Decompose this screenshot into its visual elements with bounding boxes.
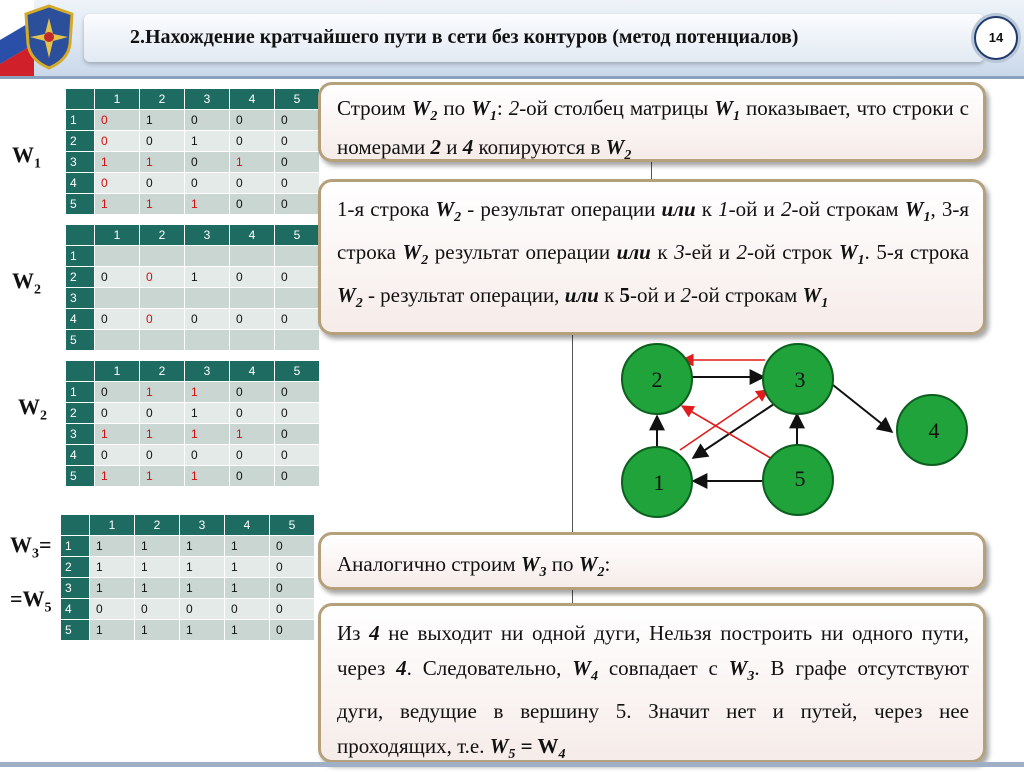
column-header: 2 <box>140 89 185 110</box>
matrix-cell <box>230 330 275 351</box>
matrix-cell: 0 <box>95 309 140 330</box>
matrix-cell: 1 <box>135 620 180 641</box>
matrix-cell: 1 <box>140 110 185 131</box>
matrix-cell: 1 <box>135 536 180 557</box>
explanation-box-4 <box>318 603 986 763</box>
matrix-cell: 1 <box>90 536 135 557</box>
column-header: 2 <box>140 361 185 382</box>
matrix-corner <box>66 225 95 246</box>
text-segment: 3 <box>674 240 685 265</box>
matrix-row <box>61 578 315 599</box>
matrix-cell <box>140 288 185 309</box>
matrix-cell: 0 <box>140 309 185 330</box>
matrix-row <box>66 131 320 152</box>
text-segment: 2 <box>680 283 692 308</box>
text-segment: 2 <box>430 109 438 125</box>
matrix-cell: 0 <box>90 599 135 620</box>
text-segment: 5 <box>508 747 516 763</box>
matrix-cell: 0 <box>275 424 320 445</box>
column-header: 2 <box>135 515 180 536</box>
text-segment: W <box>578 552 598 576</box>
text-segment: -ой строкам <box>691 283 803 308</box>
matrix-cell: 0 <box>270 536 315 557</box>
matrix-cell <box>95 288 140 309</box>
text-segment: 3 <box>539 565 547 581</box>
text-segment: 4 <box>369 621 380 645</box>
matrix-row <box>66 330 320 351</box>
edge-3-1 <box>693 404 774 458</box>
text-segment: к <box>695 197 719 221</box>
matrix-row <box>66 194 320 215</box>
text-segment: 4 <box>558 747 566 763</box>
column-header: 3 <box>185 89 230 110</box>
matrix-cell: 1 <box>230 424 275 445</box>
matrix-cell: 1 <box>225 620 270 641</box>
matrix-row <box>61 599 315 620</box>
text-segment: совпадает с <box>597 656 729 680</box>
matrix-cell <box>185 246 230 267</box>
text-segment: - результат операции <box>461 197 662 221</box>
text-segment: по <box>437 96 472 120</box>
matrix-cell: 1 <box>180 557 225 578</box>
edge-1-3-red <box>680 390 768 450</box>
matrix-cell <box>275 330 320 351</box>
text-segment: 2 <box>624 148 632 164</box>
text-segment: W <box>471 96 490 120</box>
matrix-cell: 0 <box>275 382 320 403</box>
node-1 <box>622 447 692 517</box>
matrix-cell: 0 <box>230 309 275 330</box>
matrix-cell: 1 <box>185 403 230 424</box>
text-segment: 1-я строка <box>337 197 436 221</box>
matrix-cell: 0 <box>185 445 230 466</box>
row-header: 2 <box>66 131 95 152</box>
matrix-cell: 1 <box>180 578 225 599</box>
text-segment: или <box>564 283 599 308</box>
matrix-cell: 0 <box>95 445 140 466</box>
row-header: 1 <box>66 246 95 267</box>
text-segment: W <box>904 197 924 221</box>
text-segment: или <box>661 197 696 221</box>
matrix-cell: 0 <box>275 403 320 424</box>
row-header: 3 <box>66 152 95 173</box>
matrix-cell: 0 <box>225 599 270 620</box>
matrix-cell: 0 <box>185 110 230 131</box>
text-segment: результат операции <box>428 240 617 265</box>
connector-line <box>572 590 573 604</box>
matrix-row <box>61 620 315 641</box>
matrix-cell: 1 <box>95 424 140 445</box>
column-header: 4 <box>230 225 275 246</box>
text-segment: копируются в <box>473 135 606 160</box>
row-header: 3 <box>61 578 90 599</box>
row-header: 5 <box>66 194 95 215</box>
matrix-cell: 0 <box>275 173 320 194</box>
matrix-cell: 0 <box>230 267 275 288</box>
matrix-cell: 0 <box>275 309 320 330</box>
academy-emblem-icon <box>22 4 76 70</box>
matrix-cell: 0 <box>275 110 320 131</box>
matrix-cell: 1 <box>230 152 275 173</box>
matrix-cell <box>275 246 320 267</box>
node-5 <box>763 445 833 515</box>
matrix-cell: 0 <box>180 599 225 620</box>
column-header: 3 <box>185 225 230 246</box>
label-w2-partial: $W_2$ <box>12 268 41 298</box>
matrix-cell: 1 <box>185 267 230 288</box>
matrix-cell: 0 <box>230 403 275 424</box>
matrix-cell: 0 <box>95 403 140 424</box>
matrix-cell: 1 <box>90 557 135 578</box>
column-header: 5 <box>275 225 320 246</box>
matrix-cell: 1 <box>140 424 185 445</box>
matrix-w2 <box>65 360 320 487</box>
text-segment: 2 <box>736 240 748 265</box>
row-header: 1 <box>61 536 90 557</box>
text-segment: W <box>402 240 422 265</box>
matrix-cell <box>95 246 140 267</box>
matrix-cell: 0 <box>95 173 140 194</box>
matrix-corner <box>66 89 95 110</box>
slide-title: 2.Нахождение кратчайшего пути в сети без контуров (метод потенциалов) <box>130 26 799 48</box>
matrix-cell: 1 <box>140 382 185 403</box>
matrix-row <box>66 382 320 403</box>
matrix-row <box>66 466 320 487</box>
matrix-cell: 0 <box>270 578 315 599</box>
matrix-cell: 0 <box>275 267 320 288</box>
matrix-cell: 1 <box>90 578 135 599</box>
text-segment: = W <box>515 734 559 759</box>
text-segment: 2 <box>430 135 442 160</box>
matrix-cell: 1 <box>225 557 270 578</box>
matrix-cell <box>95 330 140 351</box>
text-segment: к <box>650 240 675 265</box>
label-w3: $W_3=$ <box>10 532 52 562</box>
matrix-cell <box>275 288 320 309</box>
column-header: 4 <box>230 89 275 110</box>
matrix-cell: 1 <box>185 382 230 403</box>
matrix-cell: 0 <box>140 131 185 152</box>
row-header: 3 <box>66 424 95 445</box>
column-header: 5 <box>275 89 320 110</box>
label-w1: $W_1$ <box>12 142 41 172</box>
connector-line <box>572 334 573 532</box>
text-segment: : <box>604 552 611 576</box>
matrix-cell: 1 <box>180 620 225 641</box>
text-segment: к <box>598 283 620 308</box>
label-w5: $=W_5$ <box>10 586 52 616</box>
text-segment: 4 <box>590 669 598 685</box>
text-segment: W <box>337 283 356 308</box>
matrix-cell: 1 <box>140 152 185 173</box>
row-header: 1 <box>66 110 95 131</box>
column-header: 1 <box>95 225 140 246</box>
row-header: 2 <box>66 403 95 424</box>
text-segment: не выходит ни одной дуги, Нельзя построить ни одного пути, через <box>337 621 969 680</box>
row-header: 2 <box>61 557 90 578</box>
footer-line <box>0 762 1024 767</box>
text-segment: -ей и <box>684 240 737 265</box>
matrix-cell: 0 <box>230 445 275 466</box>
matrix-cell: 1 <box>95 466 140 487</box>
matrix-cell: 0 <box>230 382 275 403</box>
matrix-cell <box>230 288 275 309</box>
text-segment: 1 <box>489 109 497 125</box>
text-segment: 2 <box>508 96 520 120</box>
text-segment: W <box>572 656 591 680</box>
matrix-cell: 1 <box>185 194 230 215</box>
text-segment: Аналогично строим <box>337 552 521 576</box>
node-3 <box>763 344 833 414</box>
matrix-cell: 0 <box>230 110 275 131</box>
text-segment: - результат операции, <box>362 283 565 308</box>
matrix-row <box>61 536 315 557</box>
matrix-cell: 1 <box>95 194 140 215</box>
text-segment: 1 <box>857 253 865 269</box>
matrix-cell: 1 <box>140 194 185 215</box>
matrix-cell: 1 <box>225 536 270 557</box>
column-header: 5 <box>275 361 320 382</box>
matrix-cell <box>185 288 230 309</box>
matrix-cell: 0 <box>230 131 275 152</box>
header-divider <box>0 76 1024 79</box>
matrix-cell: 1 <box>185 131 230 152</box>
text-segment: W <box>714 96 733 120</box>
matrix-row <box>66 173 320 194</box>
svg-text:4: 4 <box>928 418 940 443</box>
matrix-cell: 1 <box>95 152 140 173</box>
matrix-corner <box>61 515 90 536</box>
text-segment: 5 <box>619 283 631 308</box>
column-header: 4 <box>230 361 275 382</box>
text-segment: W <box>489 734 509 759</box>
matrix-cell: 0 <box>185 309 230 330</box>
matrix-cell: 1 <box>140 466 185 487</box>
text-segment: или <box>616 240 651 265</box>
text-segment: W <box>728 656 748 680</box>
matrix-cell: 0 <box>270 599 315 620</box>
row-header: 4 <box>61 599 90 620</box>
text-segment: Строим <box>337 96 412 120</box>
text-segment: W <box>435 197 455 221</box>
matrix-cell: 0 <box>135 599 180 620</box>
text-segment: 1 <box>923 210 931 226</box>
matrix-cell: 1 <box>225 578 270 599</box>
matrix-cell: 0 <box>95 267 140 288</box>
text-segment: W <box>802 283 822 308</box>
matrix-cell: 1 <box>185 424 230 445</box>
row-header: 5 <box>66 330 95 351</box>
text-segment: W <box>605 135 625 160</box>
text-segment: W <box>411 96 431 120</box>
row-header: 2 <box>66 267 95 288</box>
matrix-row <box>66 309 320 330</box>
column-header: 1 <box>90 515 135 536</box>
text-segment: : <box>496 96 509 120</box>
column-header: 3 <box>185 361 230 382</box>
matrix-cell: 1 <box>135 578 180 599</box>
row-header: 5 <box>66 466 95 487</box>
matrix-cell: 0 <box>230 466 275 487</box>
text-segment: -ой строк <box>747 240 839 265</box>
column-header: 5 <box>270 515 315 536</box>
text-segment: . 5-я строка <box>864 240 969 265</box>
matrix-cell: 1 <box>90 620 135 641</box>
matrix-w1 <box>65 88 320 215</box>
node-2 <box>622 344 692 414</box>
matrix-row <box>66 445 320 466</box>
column-header: 3 <box>180 515 225 536</box>
matrix-row <box>66 424 320 445</box>
text-segment: 2 <box>421 253 429 269</box>
text-segment: показывает, что строки с номерами <box>337 96 969 160</box>
text-segment: 4 <box>462 135 474 160</box>
matrix-cell: 0 <box>230 194 275 215</box>
matrix-cell: 1 <box>185 466 230 487</box>
matrix-cell: 0 <box>275 194 320 215</box>
svg-text:1: 1 <box>653 470 665 495</box>
matrix-row <box>66 267 320 288</box>
matrix-corner <box>66 361 95 382</box>
node-4 <box>897 395 967 465</box>
text-segment: W <box>838 240 858 265</box>
matrix-cell: 1 <box>135 557 180 578</box>
column-header: 1 <box>95 361 140 382</box>
svg-text:3: 3 <box>794 367 806 392</box>
text-segment: -ой столбец матрицы <box>519 96 715 120</box>
matrix-cell: 1 <box>180 536 225 557</box>
text-segment: -ой и <box>728 197 781 221</box>
connector-line <box>651 160 652 180</box>
text-segment: 1 <box>718 197 729 221</box>
text-segment: и <box>441 135 463 160</box>
text-segment: 1 <box>732 109 740 125</box>
row-header: 4 <box>66 173 95 194</box>
text-segment: 2 <box>597 565 605 581</box>
matrix-cell: 0 <box>185 152 230 173</box>
explanation-box-3 <box>318 532 986 590</box>
matrix-cell: 0 <box>270 620 315 641</box>
matrix-row <box>61 557 315 578</box>
text-segment: W <box>520 552 540 576</box>
text-segment: . В графе отсутствуют дуги, ведущие в вершину 5. Значит нет и путей, через нее проходящих, т.е. <box>337 656 969 759</box>
matrix-cell <box>140 330 185 351</box>
matrix-cell: 0 <box>185 173 230 194</box>
text-segment: 2 <box>454 210 462 226</box>
edge-3-4 <box>833 385 892 432</box>
svg-text:5: 5 <box>794 466 806 491</box>
matrix-w3 <box>60 514 315 641</box>
explanation-box-2 <box>318 179 986 335</box>
matrix-cell: 0 <box>230 173 275 194</box>
text-segment: -ой строкам <box>791 197 905 221</box>
matrix-cell: 0 <box>95 382 140 403</box>
text-segment: по <box>546 552 579 576</box>
matrix-row <box>66 246 320 267</box>
row-header: 4 <box>66 445 95 466</box>
column-header: 2 <box>140 225 185 246</box>
header-band <box>0 0 1024 76</box>
row-header: 4 <box>66 309 95 330</box>
graph-diagram <box>600 340 1000 530</box>
text-segment: 2 <box>780 197 792 221</box>
matrix-cell: 0 <box>275 131 320 152</box>
matrix-cell: 0 <box>275 466 320 487</box>
row-header: 5 <box>61 620 90 641</box>
row-header: 1 <box>66 382 95 403</box>
matrix-w2-partial <box>65 224 320 351</box>
matrix-cell: 0 <box>140 267 185 288</box>
matrix-row <box>66 110 320 131</box>
label-w2: $W_2$ <box>18 394 47 424</box>
text-segment: 3 <box>747 669 755 685</box>
explanation-box-1 <box>318 82 986 162</box>
text-segment: Из <box>337 621 370 645</box>
page-number-badge: 14 <box>974 16 1018 60</box>
matrix-cell: 0 <box>275 445 320 466</box>
matrix-cell <box>140 246 185 267</box>
text-segment: , 3-я строка <box>337 197 969 265</box>
matrix-cell: 0 <box>95 131 140 152</box>
matrix-cell: 0 <box>270 557 315 578</box>
text-segment: . Следовательно, <box>406 656 573 680</box>
matrix-cell <box>185 330 230 351</box>
row-header: 3 <box>66 288 95 309</box>
text-segment: 1 <box>821 296 829 312</box>
matrix-cell: 0 <box>140 445 185 466</box>
column-header: 4 <box>225 515 270 536</box>
matrix-row <box>66 403 320 424</box>
matrix-cell: 0 <box>140 403 185 424</box>
matrix-row <box>66 288 320 309</box>
matrix-cell: 0 <box>275 152 320 173</box>
text-segment: 4 <box>396 656 407 680</box>
matrix-cell <box>230 246 275 267</box>
matrix-cell: 0 <box>140 173 185 194</box>
matrix-row <box>66 152 320 173</box>
matrix-cell: 0 <box>95 110 140 131</box>
text-segment: -ой и <box>630 283 681 308</box>
text-segment: 2 <box>355 296 363 312</box>
svg-text:2: 2 <box>651 367 663 392</box>
column-header: 1 <box>95 89 140 110</box>
